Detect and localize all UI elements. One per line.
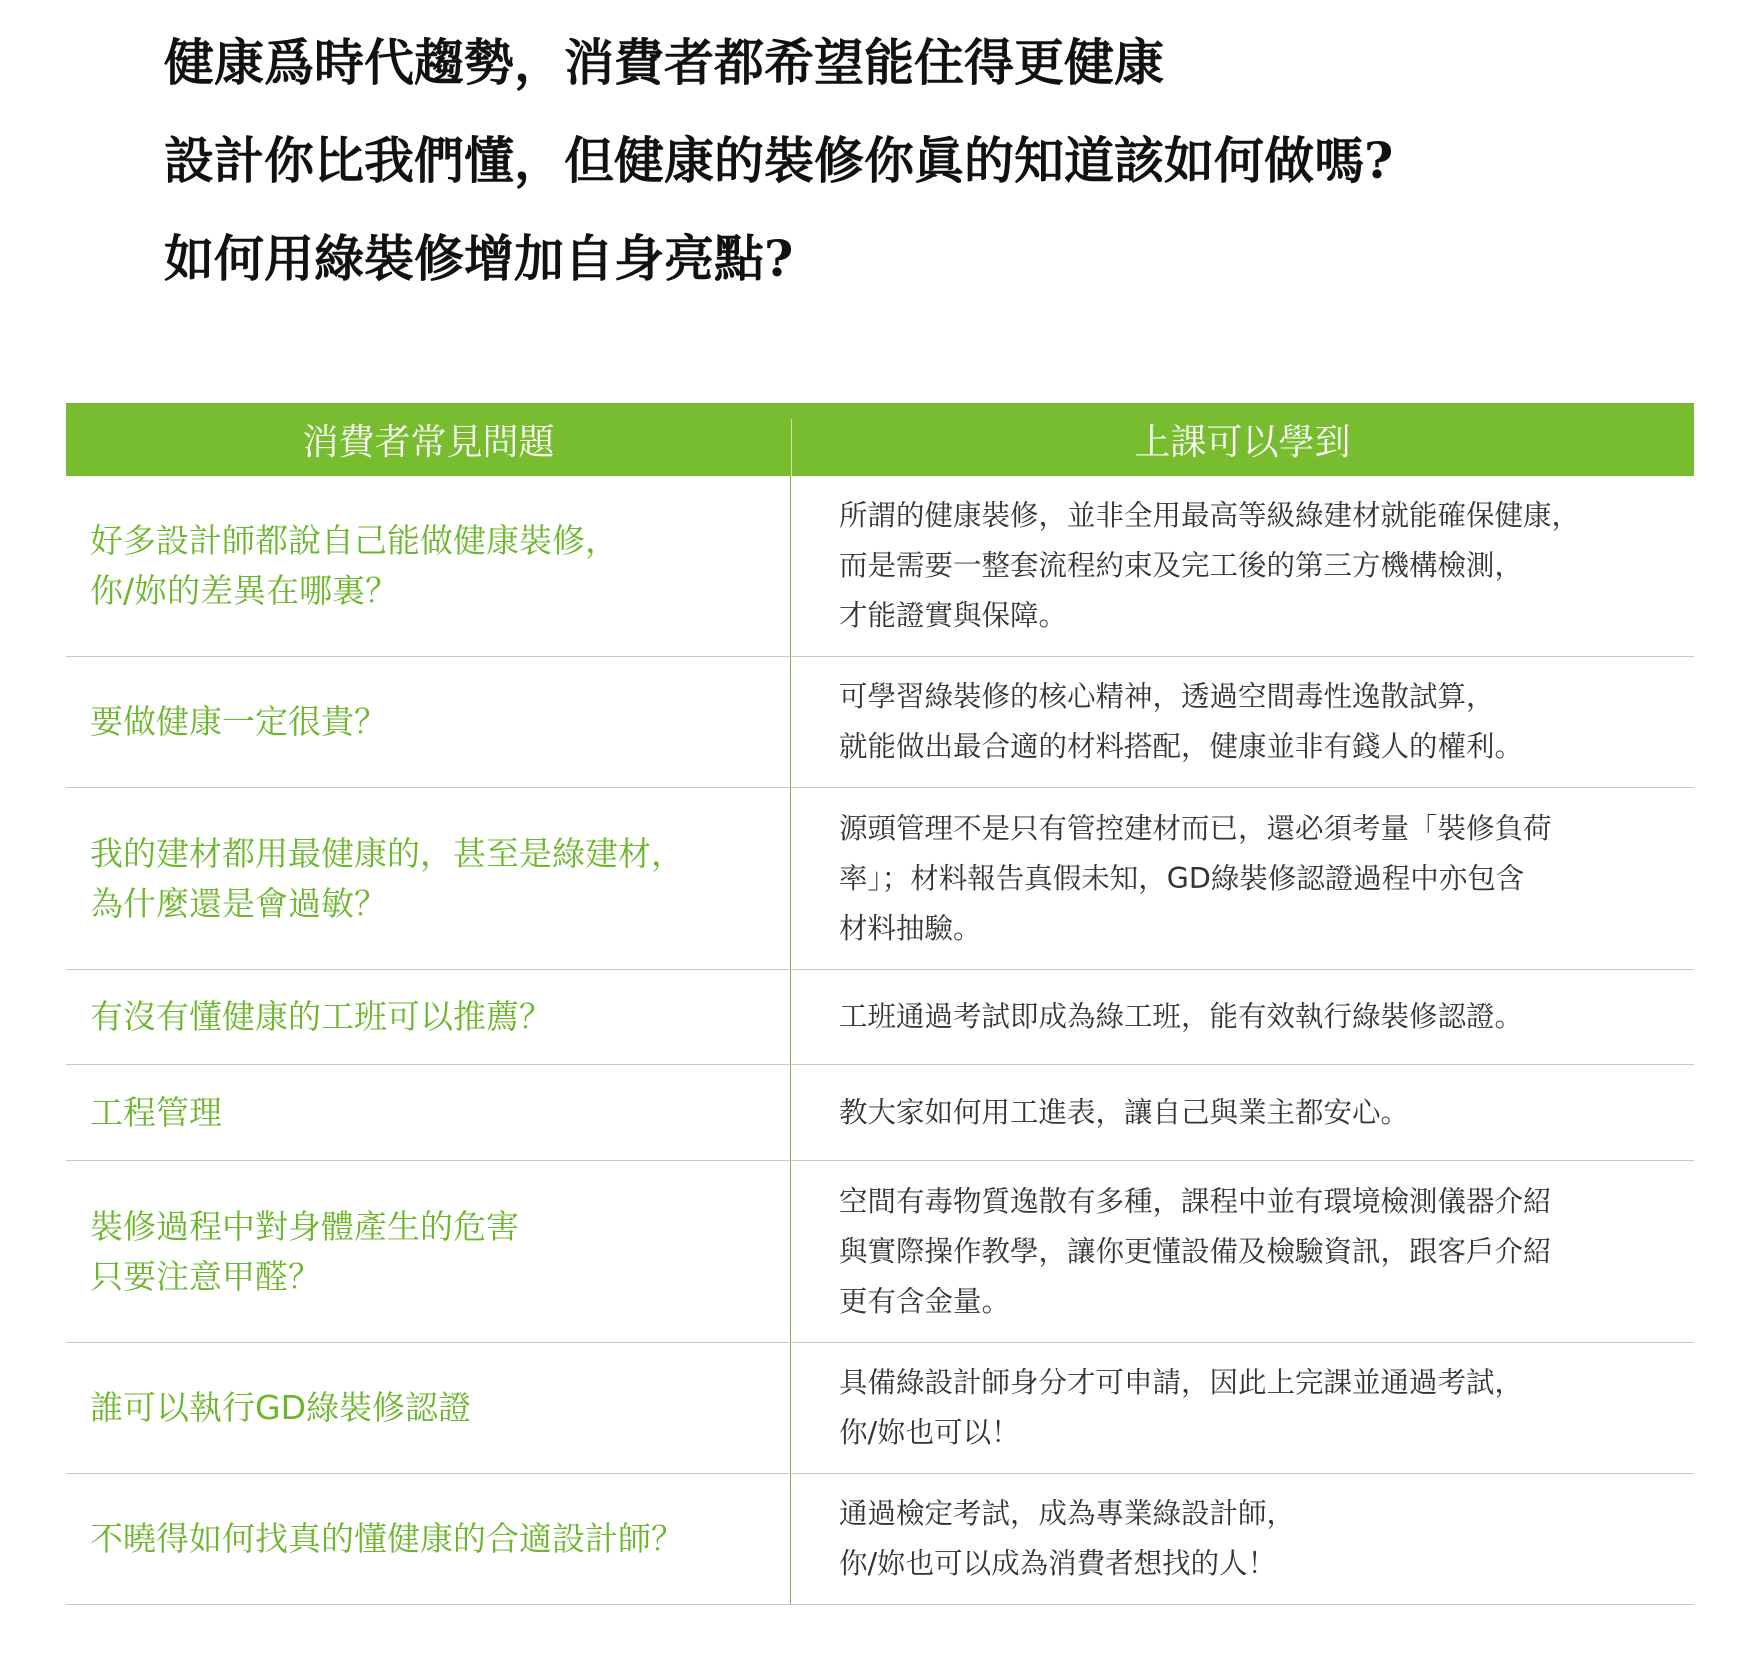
answer-cell: 教大家如何用工進表，讓自己與業主都安心。 <box>839 1095 1410 1129</box>
question-cell: 我的建材都用最健康的，甚至是綠建材， 為什麼還是會過敏？ <box>66 788 791 969</box>
question-cell: 工程管理 <box>66 1065 791 1160</box>
headline-line-2: 設計你比我們懂，但健康的裝修你眞的知道該如何做嗎? <box>164 131 1394 190</box>
answer-cell: 所謂的健康裝修，並非全用最高等級綠建材就能確保健康， 而是需要一整套流程約束及完工後的第三方機構檢測， 才能證實與保障。 <box>839 499 1581 632</box>
question-cell: 不曉得如何找真的懂健康的合適設計師？ <box>66 1474 791 1604</box>
table-row <box>66 1161 1694 1343</box>
table-header <box>66 403 1694 476</box>
table-row <box>66 1474 1694 1605</box>
header-question: 消費者常見問題 <box>302 422 555 463</box>
faq-table <box>66 403 1694 1605</box>
answer-cell: 工班通過考試即成為綠工班，能有效執行綠裝修認證。 <box>839 1000 1524 1033</box>
answer-cell: 具備綠設計師身分才可申請，因此上完課並通過考試， 你/妳也可以！ <box>839 1366 1524 1449</box>
headline <box>164 14 1664 308</box>
headline-line-1: 健康爲時代趨勢，消費者都希望能住得更健康 <box>164 33 1164 92</box>
header-divider <box>791 419 792 476</box>
answer-cell: 空間有毒物質逸散有多種，課程中並有環境檢測儀器介紹 與實際操作教學，讓你更懂設備及檢驗資訊，跟客戶介紹 更有含金量。 <box>839 1184 1552 1318</box>
headline-line-3: 如何用綠裝修增加自身亮點? <box>164 229 794 288</box>
table-row <box>66 970 1694 1065</box>
answer-cell: 可學習綠裝修的核心精神，透過空間毒性逸散試算， 就能做出最合適的材料搭配，健康並非有錢人的權利。 <box>839 680 1524 763</box>
question-cell: 要做健康一定很貴？ <box>66 657 791 787</box>
table-row <box>66 1343 1694 1474</box>
question-cell: 有沒有懂健康的工班可以推薦？ <box>66 970 791 1064</box>
answer-cell: 通過檢定考試，成為專業綠設計師， 你/妳也可以成為消費者想找的人！ <box>839 1497 1296 1580</box>
table-row <box>66 476 1694 657</box>
header-answer: 上課可以學到 <box>1134 422 1351 463</box>
question-cell: 誰可以執行GD綠裝修認證 <box>66 1343 791 1473</box>
table-row <box>66 1065 1694 1161</box>
question-cell: 好多設計師都說自己能做健康裝修， 你/妳的差異在哪裏？ <box>66 476 791 656</box>
table-row <box>66 657 1694 788</box>
answer-cell: 源頭管理不是只有管控建材而已，還必須考量「裝修負荷 率」；材料報告真假未知，GD綠裝修認證過程中亦包含 材料抽驗。 <box>839 811 1552 945</box>
table-row <box>66 788 1694 970</box>
question-cell: 裝修過程中對身體產生的危害 只要注意甲醛？ <box>66 1161 791 1342</box>
